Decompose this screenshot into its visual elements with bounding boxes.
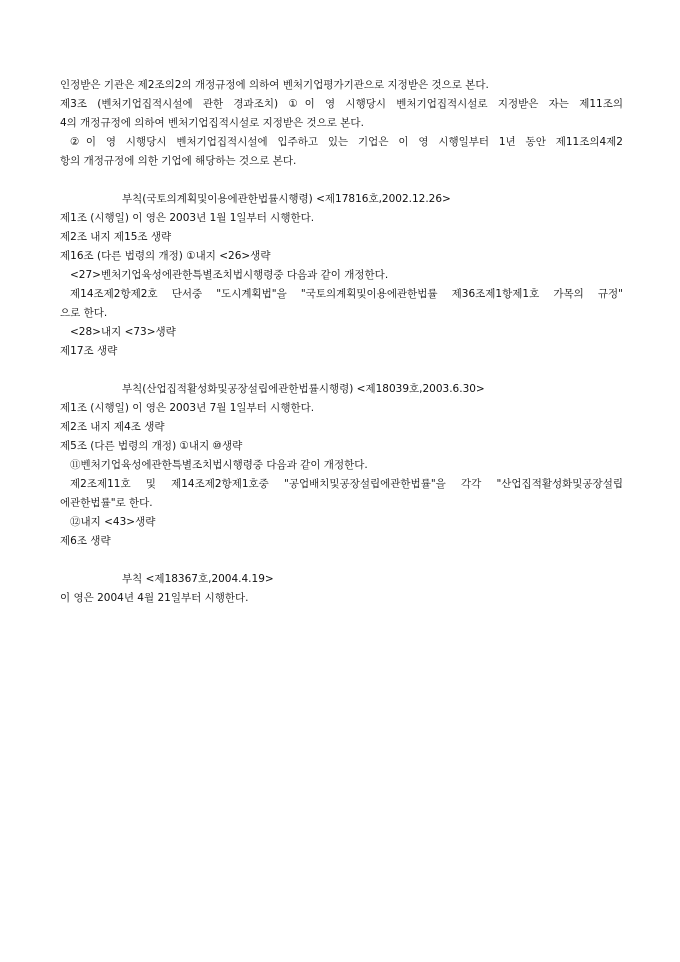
paragraph-line: 항의 개정규정에 의한 기업에 해당하는 것으로 본다. (60, 155, 297, 167)
document-page (60, 76, 623, 608)
addenda-heading: 부칙(산업집적활성화및공장설립에관한법률시행령) <제18039호,2003.6.30> (122, 383, 485, 395)
article-3-line: 제3조 (벤처기업집적시설에 관한 경과조치) ①이 영 시행당시 벤처기업집적시설로 지정받은 자는 제11조의 (60, 98, 623, 110)
article-line: 제1조 (시행일) 이 영은 2003년 1월 1일부터 시행한다. (60, 212, 315, 224)
spacer (60, 361, 623, 380)
section-addenda-2003 (60, 380, 623, 551)
article-line: 제16조 (다른 법령의 개정) ①내지 <26>생략 (60, 250, 271, 262)
spacer (60, 551, 623, 570)
section-addenda-2002 (60, 190, 623, 361)
article-line: 제2조 내지 제15조 생략 (60, 231, 172, 243)
paragraph-line: 에관한법률"로 한다. (60, 497, 153, 509)
section-addenda-2004 (60, 570, 623, 608)
addenda-heading: 부칙(국토의계획및이용에관한법률시행령) <제17816호,2002.12.26> (122, 193, 451, 205)
clause-line: <27>벤처기업육성에관한특별조치법시행령중 다음과 같이 개정한다. (70, 269, 389, 281)
paragraph-line: 인정받은 기관은 제2조의2의 개정규정에 의하여 벤처기업평가기관으로 지정받은 것으로 본다. (60, 79, 489, 91)
clause-line: ⑪벤처기업육성에관한특별조치법시행령중 다음과 같이 개정한다. (70, 459, 368, 471)
paragraph-line: 으로 한다. (60, 307, 108, 319)
clause-line: ⑫내지 <43>생략 (70, 516, 156, 528)
clause-2-line: ②이 영 시행당시 벤처기업집적시설에 입주하고 있는 기업은 이 영 시행일부터 1년 동안 제11조의4제2 (70, 136, 623, 148)
clause-line: 제14조제2항제2호 단서중 "도시계획법"을 "국토의계획및이용에관한법률 제36조제1항제1호 가목의 규정" (70, 288, 623, 300)
article-line: 이 영은 2004년 4월 21일부터 시행한다. (60, 592, 249, 604)
spacer (60, 171, 623, 190)
article-line: 제5조 (다른 법령의 개정) ①내지 ⑩생략 (60, 440, 243, 452)
section-previous-addenda (60, 76, 623, 171)
article-line: 제6조 생략 (60, 535, 111, 547)
clause-line: 제2조제11호 및 제14조제2항제1호중 "공업배치및공장설립에관한법률"을 각각 "산업집적활성화및공장설립 (70, 478, 623, 490)
article-line: 제2조 내지 제4조 생략 (60, 421, 165, 433)
article-line: 제1조 (시행일) 이 영은 2003년 7월 1일부터 시행한다. (60, 402, 315, 414)
addenda-heading: 부칙 <제18367호,2004.4.19> (122, 573, 274, 585)
article-line: 제17조 생략 (60, 345, 118, 357)
clause-line: <28>내지 <73>생략 (70, 326, 176, 338)
paragraph-line: 4의 개정규정에 의하여 벤처기업집적시설로 지정받은 것으로 본다. (60, 117, 364, 129)
